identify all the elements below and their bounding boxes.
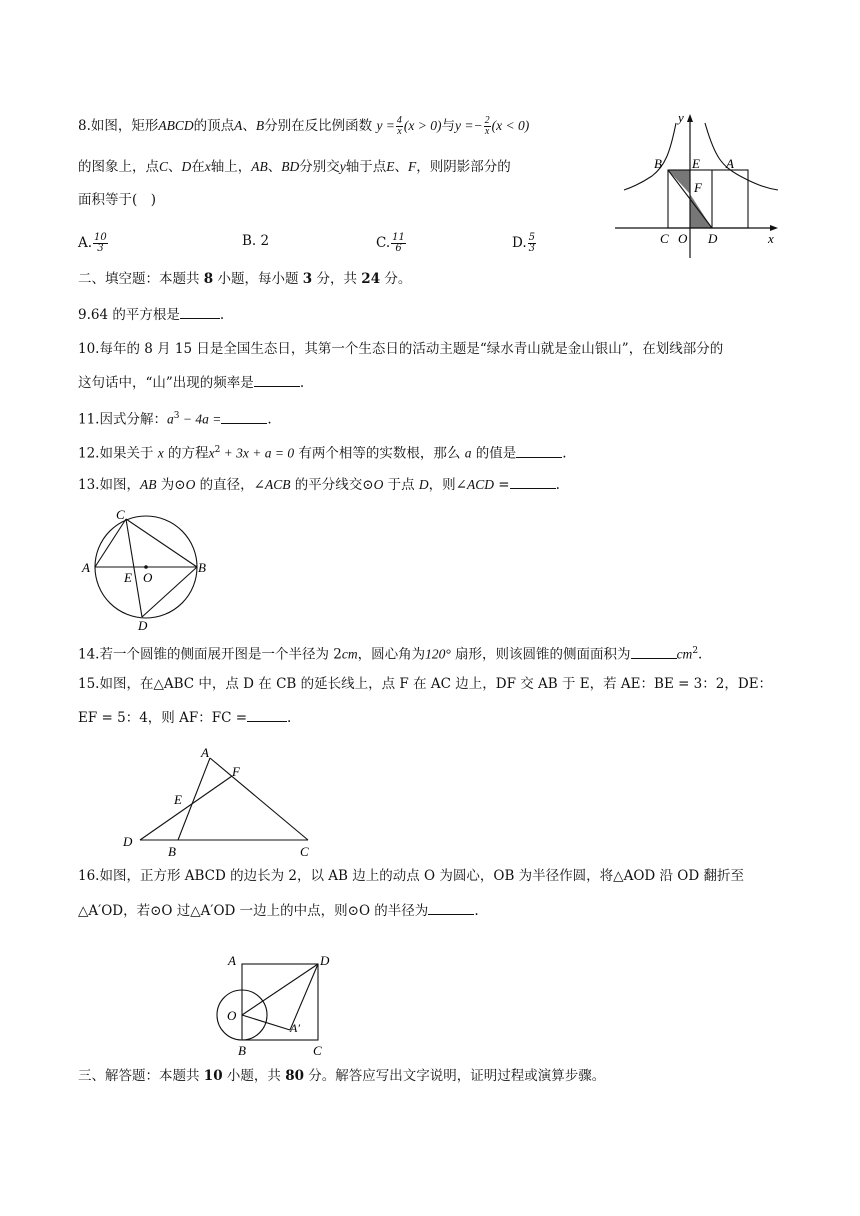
label-a: A [201, 745, 209, 760]
segment-oa2 [242, 1015, 290, 1030]
label-a: A [82, 560, 90, 575]
segment-df [140, 776, 232, 840]
label-x: x [768, 231, 774, 246]
answer-blank [247, 707, 287, 722]
q16-line-2: △A′OD，若⊙O 过△A′OD 一边上的中点，则⊙O 的半径为 . [78, 900, 479, 921]
label-y: y [678, 110, 684, 125]
label-c: C [116, 507, 125, 522]
q13: 13.如图，AB 为⊙O 的直径，∠ACB 的平分线交⊙O 于点 D，则∠ACD = . [78, 474, 560, 495]
label-d: D [138, 618, 148, 633]
answer-blank [510, 474, 556, 489]
label-f: F [694, 180, 702, 195]
function-2: y =− $\frac{2}{x}$ (x < 0) [455, 115, 530, 138]
label-a: A [726, 156, 734, 171]
section-2-heading: 二、填空题：本题共 8 小题，每小题 3 分，共 24 分。 [78, 271, 412, 287]
label-o: O [143, 570, 153, 585]
label-b: B [198, 560, 206, 575]
answer-blank [631, 644, 677, 659]
answer-blank [516, 443, 562, 458]
label-e: E [692, 156, 700, 171]
answer-blank [254, 372, 300, 387]
q13-figure [78, 503, 218, 633]
q8-option-b: B. 2 [242, 233, 270, 249]
label-o: O [678, 231, 688, 246]
section-3-heading: 三、解答题：本题共 10 小题，共 80 分。解答应写出文字说明，证明过程或演算步骤。 [78, 1068, 606, 1084]
segment-ac [210, 758, 308, 840]
function-1: y = $\frac{4}{x}$ (x > 0) [376, 115, 442, 138]
center-dot [144, 565, 148, 569]
label-d: D [320, 953, 330, 968]
q8-figure [610, 108, 785, 263]
label-c: C [660, 231, 669, 246]
q8-option-a: A. $\frac{10}{3}$ [78, 232, 107, 254]
segment-cb [126, 519, 197, 567]
square-abcd [242, 964, 318, 1040]
segment-ab [178, 758, 210, 840]
segment-cd [126, 519, 142, 617]
label-b: B [168, 844, 176, 859]
q15-line-2: EF = 5：4，则 AF：FC = . [78, 707, 291, 728]
label-a: A [228, 953, 236, 968]
hyperbola-right [705, 123, 778, 190]
label-a-prime: A′ [290, 1021, 300, 1035]
q10-line-2: 这句话中，“山”出现的频率是 . [78, 372, 304, 393]
answer-blank [221, 409, 267, 424]
label-b: B [238, 1043, 246, 1058]
q8-line-3: 面积等于( ) [78, 192, 157, 208]
y-axis-arrow [687, 114, 693, 122]
q11: 11.因式分解：$a^3 - 4a$ = . [78, 406, 272, 430]
q8-option-c: C. $\frac{11}{6}$ [376, 232, 405, 254]
label-d: D [708, 231, 718, 246]
label-f: F [232, 764, 240, 779]
segment-ca [95, 519, 126, 567]
label-c: C [300, 844, 309, 859]
q8-option-d: D. $\frac{5}{3}$ [512, 232, 536, 254]
label-d: D [123, 834, 133, 849]
label-e: E [174, 792, 182, 807]
q8-line-2: 的图象上，点C、D在x轴上，AB、BD分别交y轴于点E、F，则阴影部分的 [78, 159, 511, 175]
q16-line-1: 16.如图，正方形 ABCD 的边长为 2，以 AB 边上的动点 O 为圆心，OB 为半径作圆，将△AOD 沿 OD 翻折至 [78, 868, 744, 884]
q10-line-1: 10.每年的 8 月 15 日是全国生态日，其第一个生态日的活动主题是“绿水青山就是金山银山”，在划线部分的 [78, 341, 724, 357]
answer-blank [428, 900, 474, 915]
label-b: B [654, 156, 662, 171]
q15-figure [118, 742, 328, 862]
q9: 9.64 的平方根是 . [78, 304, 224, 325]
answer-blank [180, 304, 220, 319]
label-e: E [124, 570, 132, 585]
q8-line-1: 8.如图，矩形ABCD的顶点A、B分别在反比例函数 y = $\frac{4}{x}$ (x > 0)与y =− $\frac{2}{x}$ (x < 0) [78, 115, 530, 138]
q14: 14.若一个圆锥的侧面展开图是一个半径为 2cm，圆心角为120° 扇形，则该圆锥的侧面面积为 $cm^2$. [78, 641, 702, 665]
q16-figure [210, 948, 340, 1060]
q12: 12.如果关于 x 的方程$x^2 + 3x + a = 0$ 有两个相等的实数根，那么 a 的值是 . [78, 440, 567, 464]
label-o: O [227, 1008, 237, 1023]
q15-line-1: 15.如图，在△ABC 中，点 D 在 CB 的延长线上，点 F 在 AC 边上，DF 交 AB 于 E，若 AE：BE = 3：2，DE： [78, 676, 773, 692]
label-c: C [313, 1043, 322, 1058]
